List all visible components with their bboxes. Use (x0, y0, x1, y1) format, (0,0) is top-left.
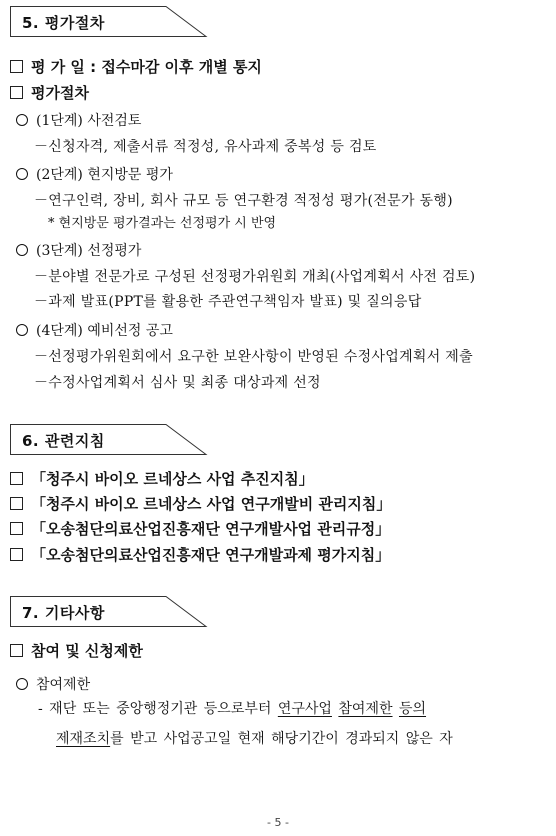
section-7-heading (10, 596, 210, 626)
underlined-text: 참여제한 (338, 701, 393, 717)
guideline-item (10, 518, 390, 539)
section-5-heading (10, 6, 210, 36)
page-number: - 5 - (267, 816, 289, 829)
step-detail: －과제 발표(PPT를 활용한 주관연구책임자 발표) 및 질의응답 (34, 294, 422, 310)
underlined-text: 제재조치 (56, 731, 111, 747)
item-text: 「오송첨단의료산업진흥재단 연구개발사업 관리규정」 (31, 520, 391, 538)
item-text: 평 가 일 : 접수마감 이후 개별 통지 (31, 58, 262, 76)
circle-bullet-icon (16, 678, 28, 690)
checkbox-square-icon (10, 644, 23, 657)
item-text: 참여 및 신청제한 (31, 642, 143, 660)
step-detail: －선정평가위원회에서 요구한 보완사항이 반영된 수정사업계획서 제출 (34, 349, 473, 365)
checkbox-square-icon (10, 60, 23, 73)
step-detail: －신청자격, 제출서류 적정성, 유사과제 중복성 등 검토 (34, 139, 377, 155)
step-2 (16, 164, 173, 184)
checkbox-square-icon (10, 548, 23, 561)
step-label: (3단계) 선정평가 (36, 243, 142, 259)
restriction-text: 를 받고 사업공고일 현재 해당기간이 경과되지 않은 자 (110, 731, 453, 747)
section-title: 6. 관련지침 (22, 432, 105, 450)
checkbox-square-icon (10, 497, 23, 510)
guideline-item (10, 493, 391, 514)
step-label: 참여제한 (36, 677, 91, 693)
step-detail: －분야별 전문가로 구성된 선정평가위원회 개최(사업계획서 사전 검토) (34, 269, 476, 285)
step-detail: －수정사업계획서 심사 및 최종 대상과제 선정 (34, 375, 321, 391)
step-detail: －연구인력, 장비, 회사 규모 등 연구환경 적정성 평가(전문가 동행) (34, 193, 453, 209)
underlined-text: 연구사업 (277, 701, 332, 717)
guideline-item (10, 544, 390, 565)
circle-bullet-icon (16, 168, 28, 180)
checkbox-square-icon (10, 86, 23, 99)
step-4 (16, 320, 173, 340)
list-item-eval-date (10, 56, 262, 77)
section-6-heading (10, 424, 210, 454)
item-text: 평가절차 (31, 84, 89, 102)
step-note: * 현지방문 평가결과는 선정평가 시 반영 (48, 216, 277, 231)
restriction-line-1 (38, 698, 426, 718)
underlined-text: 등의 (398, 701, 427, 717)
circle-bullet-icon (16, 324, 28, 336)
step-participation (16, 674, 90, 694)
section-title: 5. 평가절차 (22, 14, 105, 32)
item-text: 「청주시 바이오 르네상스 사업 연구개발비 관리지침」 (31, 495, 392, 513)
circle-bullet-icon (16, 114, 28, 126)
step-label: (4단계) 예비선정 공고 (36, 323, 173, 339)
step-label: (2단계) 현지방문 평가 (36, 167, 173, 183)
checkbox-square-icon (10, 522, 23, 535)
item-text: 「청주시 바이오 르네상스 사업 추진지침」 (31, 470, 314, 488)
checkbox-square-icon (10, 472, 23, 485)
restriction-line-2 (56, 728, 453, 748)
list-item-participation-limit (10, 640, 143, 661)
section-title: 7. 기타사항 (22, 604, 105, 622)
list-item-eval-procedure (10, 82, 89, 103)
step-3 (16, 240, 141, 260)
step-1 (16, 110, 141, 130)
circle-bullet-icon (16, 244, 28, 256)
restriction-text: - 재단 또는 중앙행정기관 등으로부터 (38, 701, 278, 717)
guideline-item (10, 468, 314, 489)
step-label: (1단계) 사전검토 (36, 113, 142, 129)
item-text: 「오송첨단의료산업진흥재단 연구개발과제 평가지침」 (31, 546, 391, 564)
